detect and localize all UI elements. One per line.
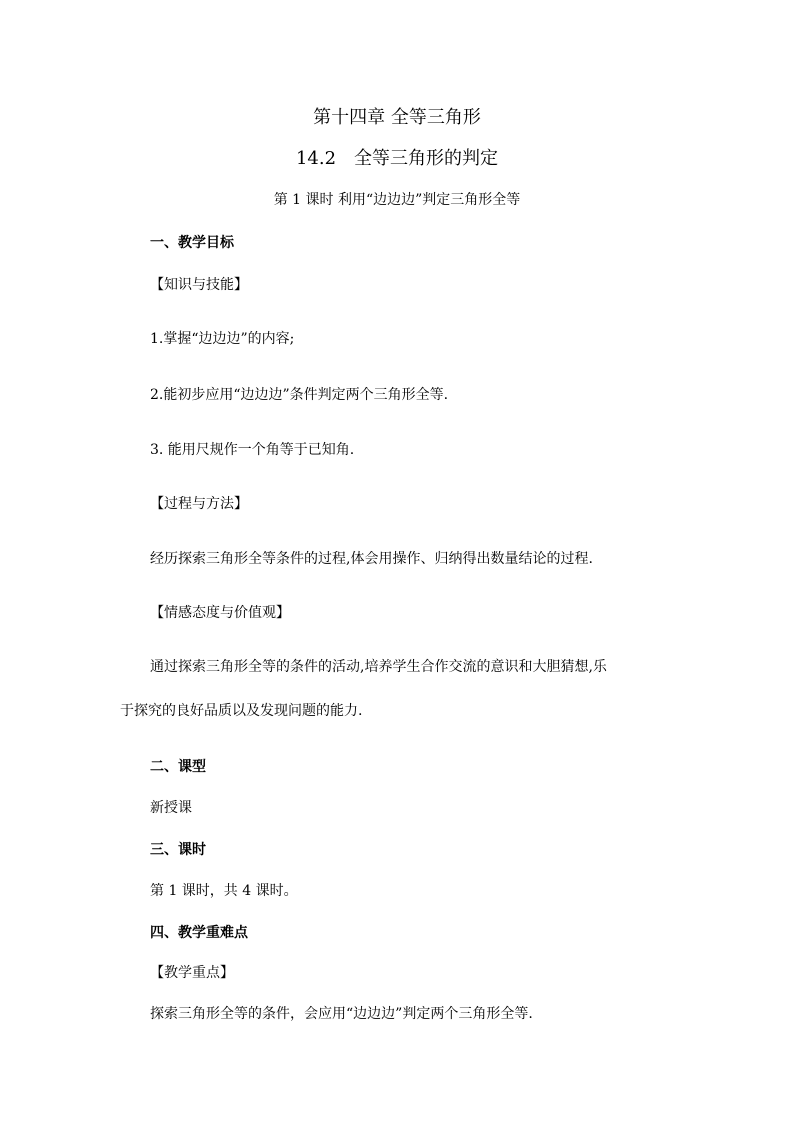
key-points-heading: 四、教学重难点	[150, 925, 248, 941]
process-heading: 【过程与方法】	[150, 496, 248, 512]
focus-text: 探索三角形全等的条件，会应用“边边边”判定两个三角形全等.	[150, 1006, 533, 1022]
objectives-heading: 一、教学目标	[150, 235, 234, 251]
knowledge-item-3: 3. 能用尺规作一个角等于已知角.	[150, 442, 355, 458]
chapter-title: 第十四章 全等三角形	[313, 107, 481, 128]
lesson-type-heading: 二、课型	[150, 759, 206, 775]
knowledge-heading: 【知识与技能】	[150, 277, 248, 293]
lesson-title: 第 1 课时 利用“边边边”判定三角形全等	[273, 192, 521, 208]
emotion-heading: 【情感态度与价值观】	[150, 605, 290, 621]
lesson-type-text: 新授课	[150, 800, 192, 816]
emotion-text-line-1: 通过探索三角形全等的条件的活动,培养学生合作交流的意识和大胆猜想,乐	[150, 659, 607, 675]
lesson-hours-text: 第 1 课时，共 4 课时。	[150, 883, 298, 899]
focus-heading: 【教学重点】	[150, 965, 234, 981]
knowledge-item-1: 1.掌握“边边边”的内容;	[150, 331, 295, 347]
section-title: 14.2 全等三角形的判定	[295, 148, 499, 169]
emotion-text-line-2: 于探究的良好品质以及发现问题的能力.	[120, 703, 363, 719]
process-text: 经历探索三角形全等条件的过程,体会用操作、归纳得出数量结论的过程.	[150, 551, 593, 567]
lesson-hours-heading: 三、课时	[150, 842, 206, 858]
knowledge-item-2: 2.能初步应用“边边边”条件判定两个三角形全等.	[150, 387, 449, 403]
